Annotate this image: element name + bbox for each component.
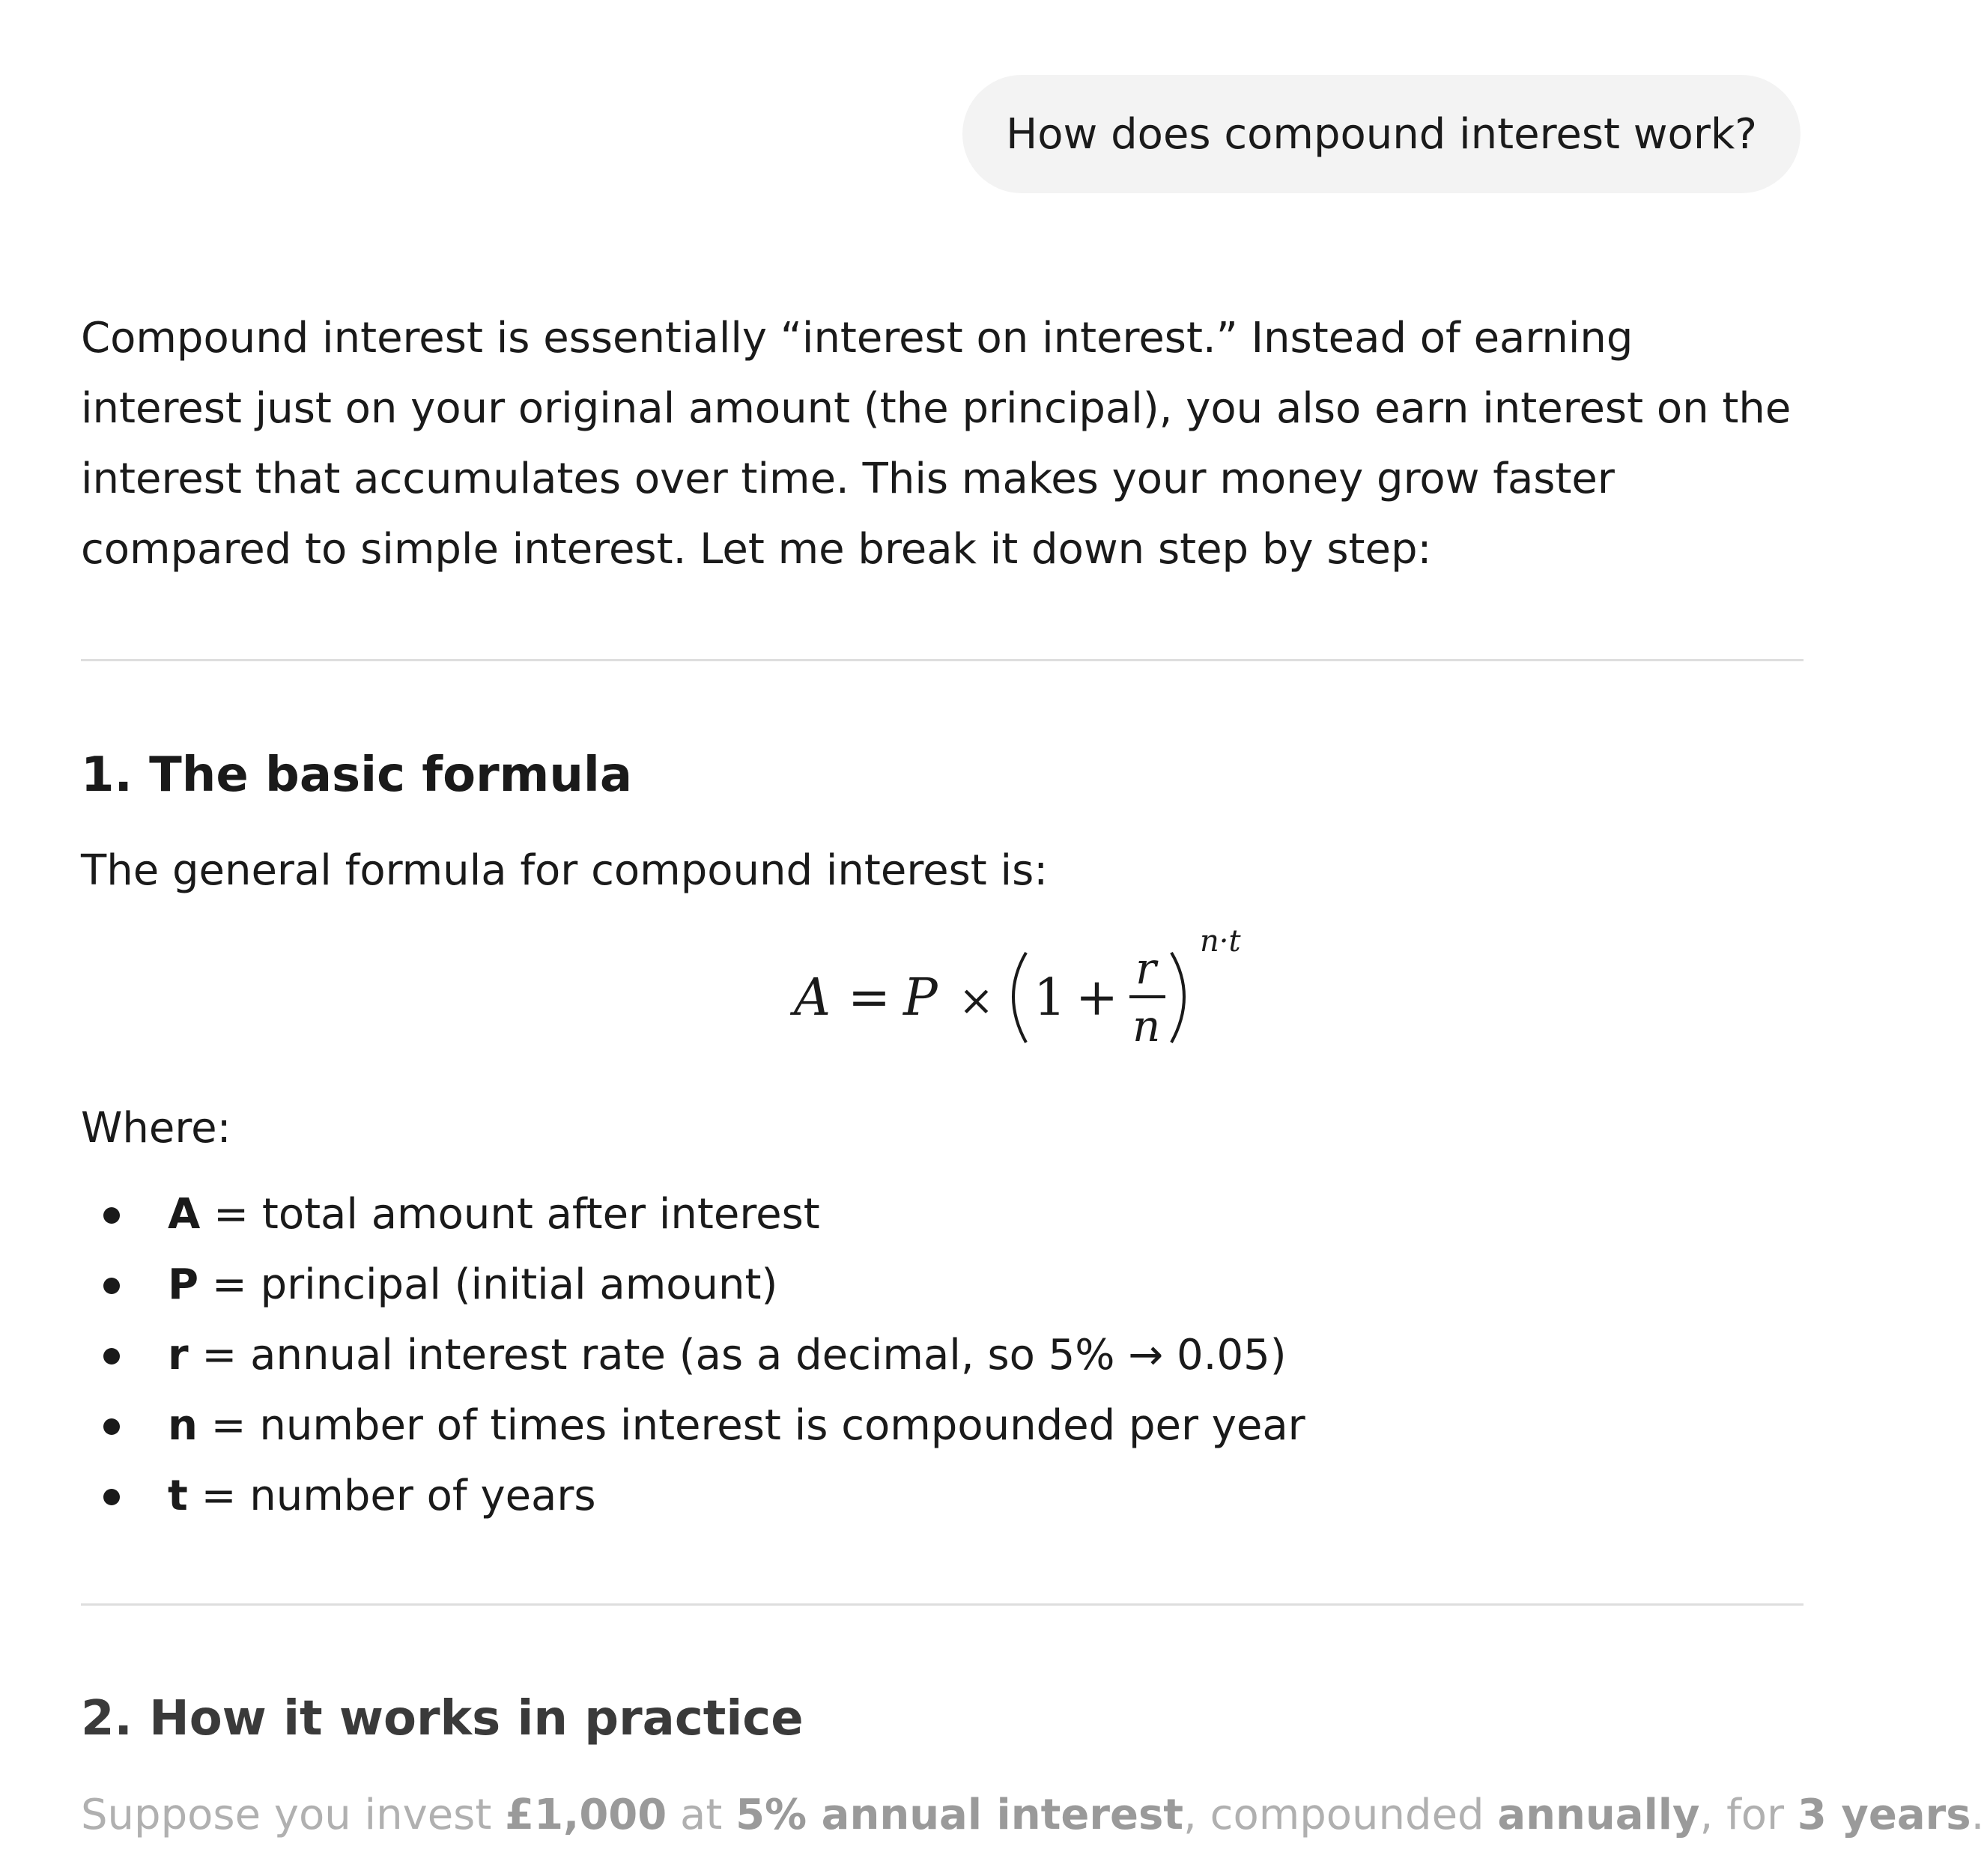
section-heading-basic-formula: 1. The basic formula	[81, 747, 633, 803]
user-message-text: How does compound interest work?	[1006, 109, 1757, 159]
list-item	[81, 1461, 1305, 1532]
formula-plus-sign: +	[1076, 968, 1118, 1027]
variable-list	[81, 1180, 1305, 1532]
list-item	[81, 1250, 1305, 1320]
formula-equals-sign: =	[848, 968, 891, 1027]
formula-left-paren	[1013, 953, 1026, 1042]
example-text-part: , compounded	[1183, 1791, 1498, 1839]
list-item	[81, 1180, 1305, 1250]
compound-interest-formula	[710, 924, 1279, 1063]
bullet-dot	[103, 1278, 120, 1294]
divider	[81, 1603, 1804, 1606]
formula-lead-text: The general formula for compound interest is:	[81, 846, 1049, 895]
formula-times-sign: ×	[959, 977, 994, 1025]
bullet-dot	[103, 1348, 120, 1364]
list-item	[81, 1320, 1305, 1391]
list-item	[81, 1391, 1305, 1461]
formula-one: 1	[1034, 968, 1067, 1027]
variable-name: n	[168, 1401, 198, 1450]
formula-rate-numerator: r	[1135, 943, 1156, 994]
where-label: Where:	[81, 1104, 231, 1153]
example-amount: £1,000	[505, 1791, 667, 1839]
example-text-part: .	[1971, 1791, 1984, 1839]
practice-example-text	[81, 1785, 1984, 1845]
variable-name: P	[168, 1260, 199, 1309]
formula-exponent: n·t	[1200, 924, 1241, 959]
section-heading-in-practice: 2. How it works in practice	[81, 1691, 804, 1746]
formula-compounding-denominator: n	[1132, 1001, 1161, 1051]
formula-right-paren	[1171, 953, 1184, 1042]
variable-name: t	[168, 1472, 188, 1520]
variable-name: r	[168, 1331, 189, 1379]
formula-amount-symbol: A	[794, 968, 831, 1027]
bullet-dot	[103, 1418, 120, 1435]
variable-name: A	[168, 1190, 201, 1239]
formula-principal-symbol: P	[903, 968, 938, 1027]
variable-description: = principal (initial amount)	[198, 1260, 778, 1309]
example-text-part: at	[667, 1791, 736, 1839]
example-text-part: Suppose you invest	[81, 1791, 506, 1839]
example-duration: 3 years	[1797, 1791, 1971, 1839]
example-frequency: annually	[1497, 1791, 1700, 1839]
bullet-dot	[103, 1489, 120, 1505]
bullet-dot	[103, 1207, 120, 1224]
user-message-bubble	[962, 75, 1801, 193]
variable-description: = annual interest rate (as a decimal, so 5% → 0.05)	[188, 1331, 1287, 1379]
intro-paragraph: Compound interest is essentially “interest on interest.” Instead of earning interest just on your original amount (the principal), you also earn interest on the interest that accumulates over time. This makes your money grow faster compared to simple interest. Let me break it down step by step:	[81, 314, 1792, 574]
example-text-part: , for	[1699, 1791, 1798, 1839]
example-rate: 5% annual interest	[735, 1791, 1184, 1839]
divider	[81, 659, 1804, 661]
variable-description: = number of years	[187, 1472, 596, 1520]
variable-description: = total amount after interest	[200, 1190, 820, 1239]
variable-description: = number of times interest is compounded per year	[197, 1401, 1305, 1450]
